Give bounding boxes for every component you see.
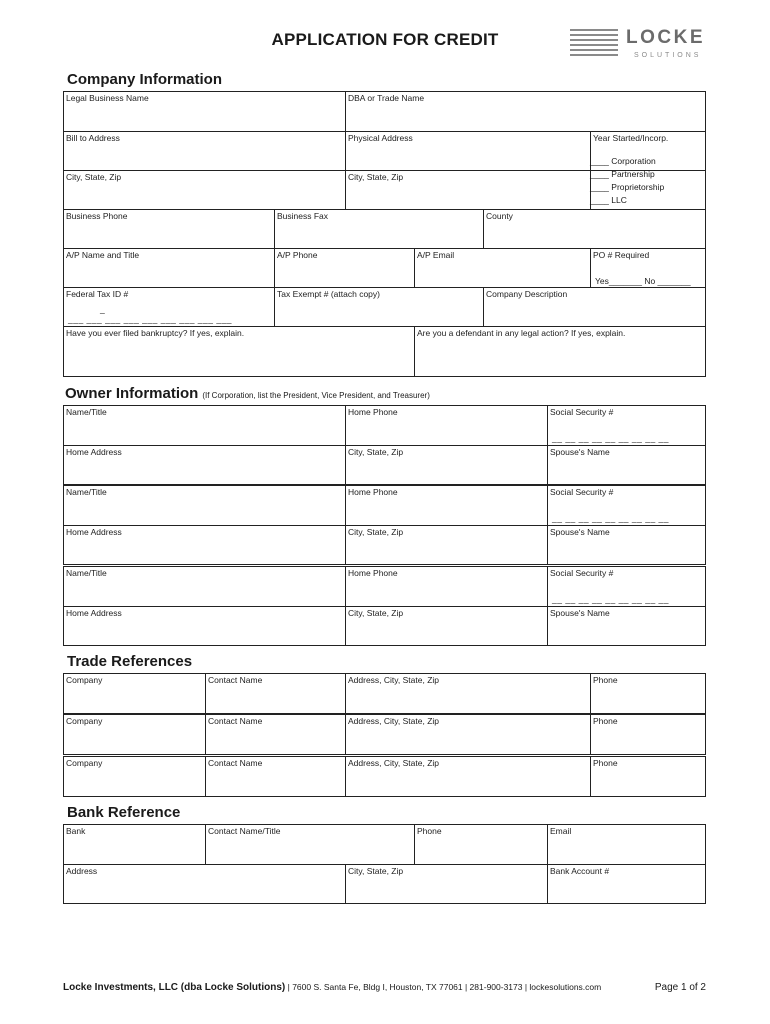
logo-name: LOCKE [626,27,705,48]
locke-logo [570,27,710,63]
owner-2-city-state-zip-field[interactable]: City, State, Zip [345,526,547,564]
footer-details: | 7600 S. Santa Fe, Bldg I, Houston, TX 77061 | 281-900-3173 | lockesolutions.com [285,982,602,992]
owner-2-ssn-blanks: __ __ __ __ __ __ __ __ __ [552,513,669,523]
bank-row-2 [64,864,705,903]
company-info-grid [63,91,706,377]
owner-3-home-phone-field[interactable]: Home Phone [345,567,547,606]
physical-city-state-zip-field[interactable]: City, State, Zip [345,171,590,209]
logo-bars-icon [570,29,618,59]
trade-ref-1-grid [63,673,706,714]
bank-city-state-zip-field[interactable]: City, State, Zip [345,865,547,903]
company-row-4 [64,209,705,248]
bank-reference-heading: Bank Reference [67,804,181,821]
trade-ref-2-company-field[interactable]: Company [66,716,103,726]
bankruptcy-field[interactable]: Have you ever filed bankruptcy? If yes, explain. [66,328,245,338]
owner-2-spouse-field[interactable]: Spouse's Name [547,526,705,564]
owner-2-row-1 [64,486,705,525]
company-row-7 [64,326,705,376]
ap-email-field[interactable]: A/P Email [414,249,590,287]
page-footer [63,982,706,993]
company-row-1 [64,92,705,131]
trade-ref-2-grid [63,714,706,755]
city-state-zip-field[interactable]: City, State, Zip [66,172,122,182]
trade-ref-2-address-field[interactable]: Address, City, State, Zip [345,715,590,754]
footer-company: Locke Investments, LLC (dba Locke Solutions) [63,982,286,993]
business-phone-field[interactable]: Business Phone [66,211,128,221]
owner-info-heading: Owner Information (If Corporation, list the President, Vice President, and Treasurer) [65,385,430,402]
bank-row-1 [64,825,705,864]
federal-tax-blanks: ___ ___ ___ ___ ___ ___ ___ ___ ___ [68,314,233,324]
trade-ref-1-company-field[interactable]: Company [66,675,103,685]
owner-1-ssn-field[interactable]: Social Security # __ __ __ __ __ __ __ __ __ [547,406,705,445]
owner-3-ssn-field[interactable]: Social Security # __ __ __ __ __ __ __ __ __ [547,567,705,606]
trade-ref-1-address-field[interactable]: Address, City, State, Zip [345,674,590,713]
owner-2-name-title-field[interactable]: Name/Title [66,487,107,497]
federal-tax-field[interactable]: Federal Tax ID # _ ___ ___ ___ ___ ___ ___ ___ ___ ___ [66,289,233,324]
ap-name-field[interactable]: A/P Name and Title [66,250,140,260]
owner-3-ssn-blanks: __ __ __ __ __ __ __ __ __ [552,594,669,604]
owner-3-spouse-field[interactable]: Spouse's Name [547,607,705,645]
owner-3-name-title-field[interactable]: Name/Title [66,568,107,578]
federal-tax-dash: _ [100,304,106,314]
trade-ref-1-contact-field[interactable]: Contact Name [205,674,345,713]
owner-2-home-phone-field[interactable]: Home Phone [345,486,547,525]
trade-ref-3-address-field[interactable]: Address, City, State, Zip [345,757,590,796]
page-number: Page 1 of 2 [654,982,706,993]
owner-3-row-1 [64,567,705,606]
trade-ref-3-row [64,757,705,796]
trade-ref-1-phone-field[interactable]: Phone [590,674,705,713]
trade-ref-3-contact-field[interactable]: Contact Name [205,757,345,796]
company-row-5 [64,248,705,287]
owner-1-grid [63,405,706,485]
trade-ref-1-row [64,674,705,713]
owner-1-spouse-field[interactable]: Spouse's Name [547,446,705,484]
owner-info-note: (If Corporation, list the President, Vice President, and Treasurer) [202,391,430,400]
company-info-heading: Company Information [67,71,223,88]
owner-3-row-2 [64,606,705,645]
owner-1-name-title-field[interactable]: Name/Title [66,407,107,417]
trade-ref-3-phone-field[interactable]: Phone [590,757,705,796]
dba-field[interactable]: DBA or Trade Name [345,92,705,131]
owner-3-city-state-zip-field[interactable]: City, State, Zip [345,607,547,645]
yes-no-blanks[interactable]: Yes_______ No _______ [595,276,691,286]
physical-address-field[interactable]: Physical Address [345,132,590,170]
owner-2-grid [63,485,706,565]
owner-1-home-phone-field[interactable]: Home Phone [345,406,547,445]
bank-reference-grid [63,824,706,904]
owner-3-grid [63,566,706,646]
entity-option-corporation[interactable]: ____ Corporation [590,156,656,166]
ap-phone-field[interactable]: A/P Phone [274,249,414,287]
trade-ref-2-phone-field[interactable]: Phone [590,715,705,754]
bank-email-field[interactable]: Email [547,825,705,864]
entity-type-options [590,155,664,207]
form-title: APPLICATION FOR CREDIT [271,30,499,49]
po-required-field[interactable]: PO # Required Yes_______ No _______ [590,249,705,287]
entity-option-proprietorship[interactable]: ____ Proprietorship [590,182,665,192]
owner-2-row-2 [64,525,705,564]
company-description-field[interactable]: Company Description [483,288,705,326]
legal-action-field[interactable]: Are you a defendant in any legal action? If yes, explain. [414,327,705,376]
owner-2-ssn-field[interactable]: Social Security # __ __ __ __ __ __ __ __ __ [547,486,705,525]
owner-1-ssn-blanks: __ __ __ __ __ __ __ __ __ [552,433,669,443]
owner-2-home-address-field[interactable]: Home Address [66,527,122,537]
bill-to-field[interactable]: Bill to Address [66,133,120,143]
legal-name-field[interactable]: Legal Business Name [66,93,149,103]
bank-contact-field[interactable]: Contact Name/Title [205,825,414,864]
owner-3-home-address-field[interactable]: Home Address [66,608,122,618]
trade-ref-2-contact-field[interactable]: Contact Name [205,715,345,754]
owner-1-row-2 [64,445,705,484]
county-field[interactable]: County [483,210,705,248]
entity-option-partnership[interactable]: ____ Partnership [590,169,655,179]
business-fax-field[interactable]: Business Fax [274,210,483,248]
entity-option-llc[interactable]: ____ LLC [590,195,627,205]
bank-phone-field[interactable]: Phone [414,825,547,864]
owner-1-city-state-zip-field[interactable]: City, State, Zip [345,446,547,484]
owner-1-home-address-field[interactable]: Home Address [66,447,122,457]
logo-sub: SOLUTIONS [634,52,702,59]
bank-account-field[interactable]: Bank Account # [547,865,705,903]
trade-references-heading: Trade References [67,653,193,670]
bank-name-field[interactable]: Bank [66,826,86,836]
trade-ref-3-company-field[interactable]: Company [66,758,103,768]
trade-ref-2-row [64,715,705,754]
owner-1-row-1 [64,406,705,445]
tax-exempt-field[interactable]: Tax Exempt # (attach copy) [274,288,483,326]
company-row-6 [64,287,705,326]
year-started-field[interactable]: Year Started/Incorp. [590,132,705,170]
trade-ref-3-grid [63,756,706,797]
bank-address-field[interactable]: Address [66,866,98,876]
